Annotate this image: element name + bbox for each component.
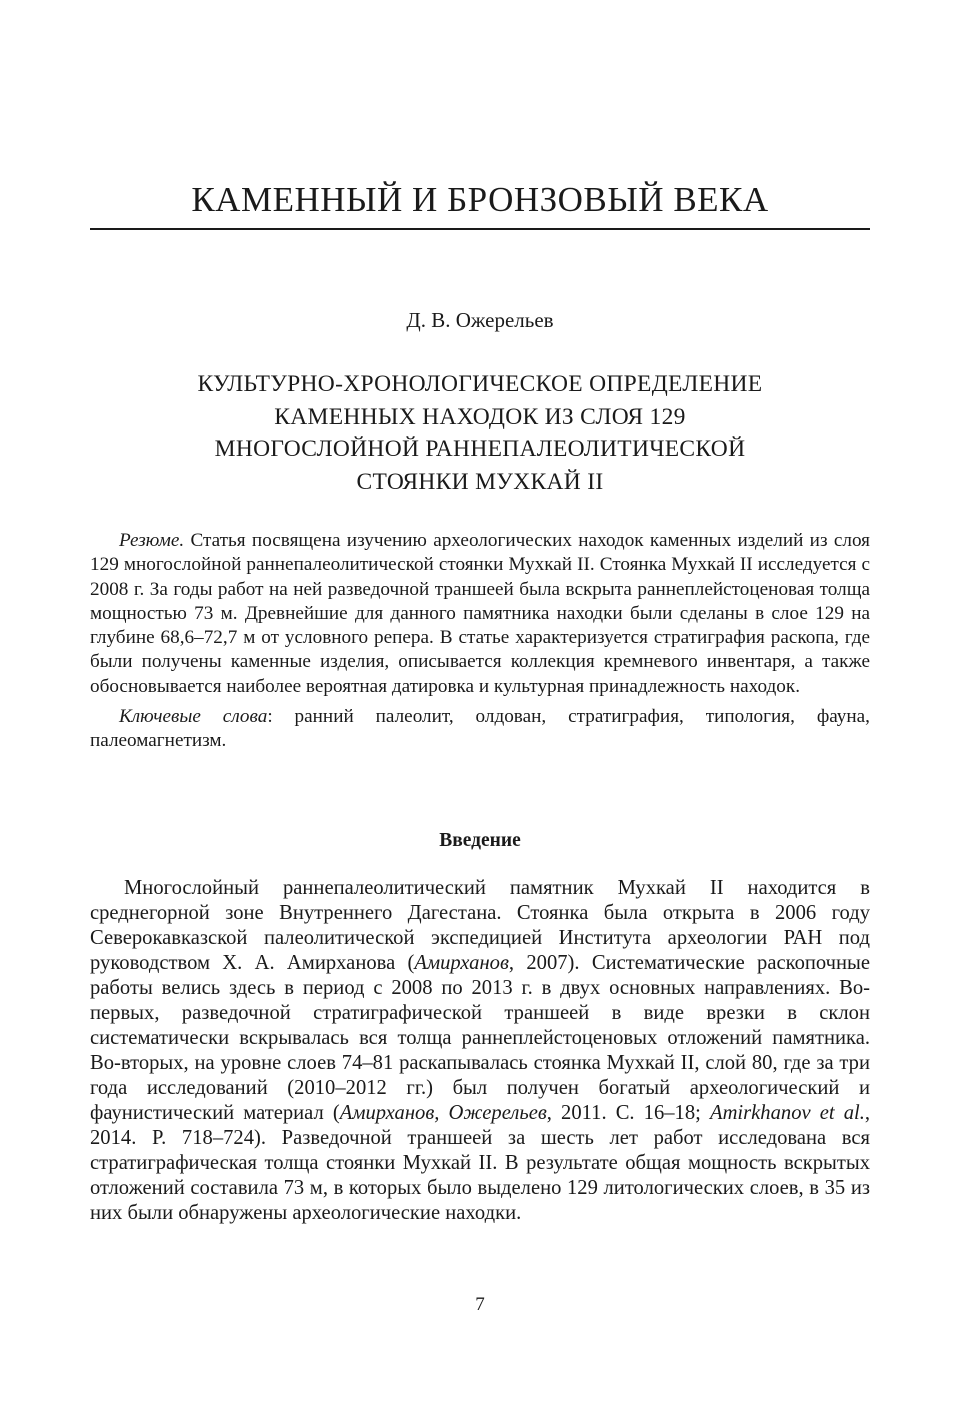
article-title <box>90 368 870 498</box>
keywords-text: : ранний палеолит, олдован, стратиграфия, типология, фауна, палеомагнетизм. <box>90 706 870 752</box>
citation-ref: Амирханов <box>414 952 509 974</box>
title-line: КУЛЬТУРНО-ХРОНОЛОГИЧЕСКОЕ ОПРЕДЕЛЕНИЕ <box>197 371 763 397</box>
intro-body <box>90 876 870 1226</box>
keywords-paragraph <box>90 705 870 754</box>
intro-heading: Введение <box>439 830 521 851</box>
author-name: Д. В. Ожерельев <box>406 308 554 332</box>
section-header: КАМЕННЫЙ И БРОНЗОВЫЙ ВЕКА <box>191 180 769 219</box>
abstract-paragraph <box>90 529 870 699</box>
keywords-label: Ключевые слова <box>119 706 268 728</box>
page-number: 7 <box>475 1294 485 1315</box>
intro-text: Многослойный раннепалеолитический памятник Мухкай II находится в среднегорной зоне Внутреннего Дагестана. Стоянка была открыта в 2006 году Северокавказской палеолитической экспедицией Института археологии РАН под руководством Х. А. Амирханова ( <box>90 877 870 974</box>
title-line: МНОГОСЛОЙНОЙ РАННЕПАЛЕОЛИТИЧЕСКОЙ <box>214 436 746 462</box>
citation-ref: Amirkhanov et al. <box>709 1102 865 1124</box>
intro-text: , 2014. P. 718–724). Разведочной траншеей за шесть лет работ исследована вся стратиграфическая толща стоянки Мухкай II. В результате общая мощность вскрытых отложений составила 73 м, в которых было выделено 129 литологических слоев, в 35 из них были обнаружены археологические находки. <box>90 1102 871 1224</box>
title-line: КАМЕННЫХ НАХОДОК ИЗ СЛОЯ 129 <box>274 403 686 430</box>
abstract-block <box>90 529 870 754</box>
abstract-text: Статья посвящена изучению археологических находок каменных изделий из слоя 129 многослойной раннепалеолитической стоянки Мухкай II. Стоянка Мухкай II исследуется с 2008 г. За годы работ на ней разведочной траншеей была вскрыта раннеплейстоценовая толща мощностью 73 м. Древнейшие для данного памятника находки были сделаны в слое 129 на глубине 68,6–72,7 м от условного репера. В статье характеризуется стратиграфия раскопа, где были получены каменные изделия, описывается коллекция кремневого инвентаря, а также обосновывается наиболее вероятная датировка и культурная принадлежность находок. <box>90 530 870 697</box>
intro-text: , 2007). Систематические раскопочные работы велись здесь в период с 2008 по 2013 г. в двух основных направлениях. Во-первых, разведочной стратиграфической траншеей в виде врезки в склон систематически вскрывалась вся толща раннеплейстоценовых отложений памятника. Во-вторых, на уровне слоев 74–81 раскапывалась стоянка Мухкай II, слой 80, где за три года исследований (2010–2012 гг.) был получен богатый археологический и фаунистический материал ( <box>90 952 870 1124</box>
intro-text: , 2011. С. 16–18; <box>546 1102 710 1124</box>
title-line: СТОЯНКИ МУХКАЙ II <box>356 468 604 495</box>
abstract-label: Резюме. <box>119 530 185 551</box>
header-rule <box>90 228 870 230</box>
intro-paragraph <box>90 876 870 1226</box>
citation-ref: Амирханов, Ожерельев <box>339 1102 547 1124</box>
